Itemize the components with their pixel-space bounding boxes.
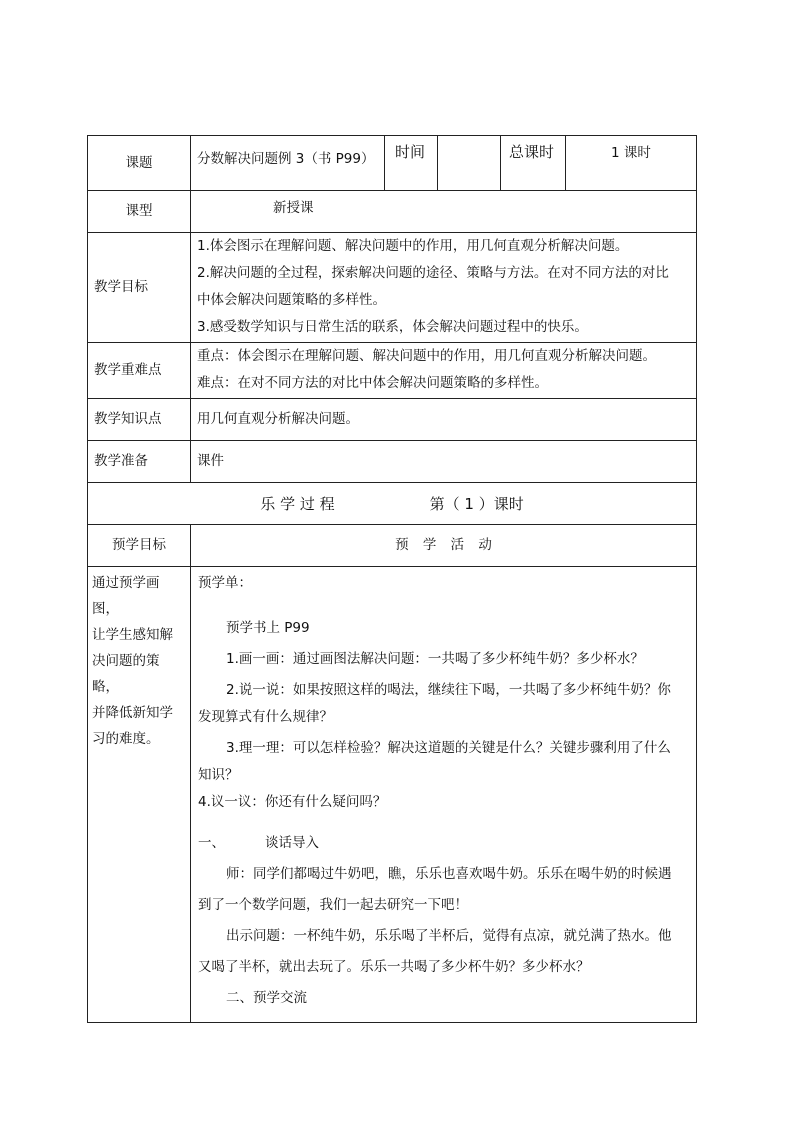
row-key-points — [88, 343, 697, 399]
total-lessons-value: 1 课时 — [566, 136, 697, 191]
activity-content — [191, 567, 697, 1023]
label-lesson-type: 课型 — [88, 191, 191, 233]
question-discuss: 4.议一议：你还有什么疑问吗？ — [198, 794, 387, 810]
prestudy-goal-text — [88, 567, 191, 1023]
section-intro-number: 一、 — [198, 835, 225, 851]
goal-line: 1.体会图示在理解问题、解决问题中的作用，用几何直观分析解决问题。 — [197, 238, 629, 254]
section-intro-title: 谈话导入 — [265, 835, 319, 851]
time-value — [438, 136, 501, 191]
row-type — [88, 191, 697, 233]
problem-line: 出示问题：一杯纯牛奶，乐乐喝了半杯后，觉得有点凉，就兑满了热水。他 — [226, 928, 672, 944]
label-goals: 教学目标 — [88, 233, 191, 343]
lesson-type-value: 新授课 — [191, 191, 697, 233]
spacer — [198, 597, 696, 615]
spacer — [198, 816, 696, 830]
goals-content — [191, 233, 697, 343]
process-title: 乐 学 过 程 — [260, 494, 335, 513]
column-prestudy-activity — [191, 525, 697, 567]
row-columns — [88, 525, 697, 567]
label-knowledge: 教学知识点 — [88, 399, 191, 441]
row-activity — [88, 567, 697, 1023]
row-process-header — [88, 483, 697, 525]
prestudy-goal-line: 通过预学画图， — [92, 575, 160, 617]
question-check-cont: 知识？ — [198, 767, 239, 783]
question-say-cont: 发现算式有什么规律？ — [198, 709, 333, 725]
lesson-number: 第（ 1 ）课时 — [429, 494, 524, 513]
row-goals — [88, 233, 697, 343]
prestudy-goal-line: 习的难度。 — [92, 731, 160, 747]
prep-value: 课件 — [191, 441, 697, 483]
problem-line-cont: 又喝了半杯，就出去玩了。乐乐一共喝了多少杯牛奶？多少杯水？ — [198, 959, 590, 975]
key-point-line: 难点：在对不同方法的对比中体会解决问题策略的多样性。 — [197, 375, 548, 391]
question-draw: 1.画一画：通过画图法解决问题：一共喝了多少杯纯牛奶？多少杯水？ — [226, 651, 644, 667]
knowledge-value: 用几何直观分析解决问题。 — [191, 399, 697, 441]
label-total-lessons: 总课时 — [501, 136, 566, 191]
teacher-line-cont: 到了一个数学问题，我们一起去研究一下吧！ — [198, 897, 468, 913]
column-prestudy-activity-label: 预 学 活 动 — [395, 537, 492, 554]
label-prep: 教学准备 — [88, 441, 191, 483]
book-reference: 预学书上 P99 — [226, 620, 310, 636]
question-say: 2.说一说：如果按照这样的喝法，继续往下喝，一共喝了多少杯纯牛奶？你 — [226, 682, 671, 698]
goal-line: 2.解决问题的全过程，探索解决问题的途径、策略与方法。在对不同方法的对比 — [197, 265, 669, 281]
goal-line: 中体会解决问题策略的多样性。 — [197, 292, 386, 308]
prestudy-goal-line: 让学生感知解 — [92, 627, 173, 643]
section-exchange: 二、预学交流 — [226, 990, 307, 1006]
section-intro — [198, 830, 696, 857]
teacher-line: 师：同学们都喝过牛奶吧，瞧，乐乐也喜欢喝牛奶。乐乐在喝牛奶的时候遇 — [226, 866, 672, 882]
row-prep — [88, 441, 697, 483]
key-point-line: 重点：体会图示在理解问题、解决问题中的作用，用几何直观分析解决问题。 — [197, 348, 656, 364]
question-check: 3.理一理：可以怎样检验？解决这道题的关键是什么？关键步骤利用了什么 — [226, 740, 671, 756]
goal-line: 3.感受数学知识与日常生活的联系，体会解决问题过程中的快乐。 — [197, 319, 588, 335]
row-knowledge — [88, 399, 697, 441]
label-key-points: 教学重难点 — [88, 343, 191, 399]
label-topic: 课题 — [88, 136, 191, 191]
prestudy-goal-line: 决问题的策略， — [92, 653, 160, 695]
prestudy-sheet-label: 预学单： — [198, 575, 252, 591]
lesson-plan-table — [87, 135, 697, 1023]
prestudy-goal-line: 并降低新知学 — [92, 705, 173, 721]
process-header — [88, 483, 697, 525]
label-time: 时间 — [385, 136, 438, 191]
topic-value: 分数解决问题例 3（书 P99） — [191, 136, 385, 191]
column-prestudy-goal: 预学目标 — [88, 525, 191, 567]
key-points-content — [191, 343, 697, 399]
row-topic — [88, 136, 697, 191]
